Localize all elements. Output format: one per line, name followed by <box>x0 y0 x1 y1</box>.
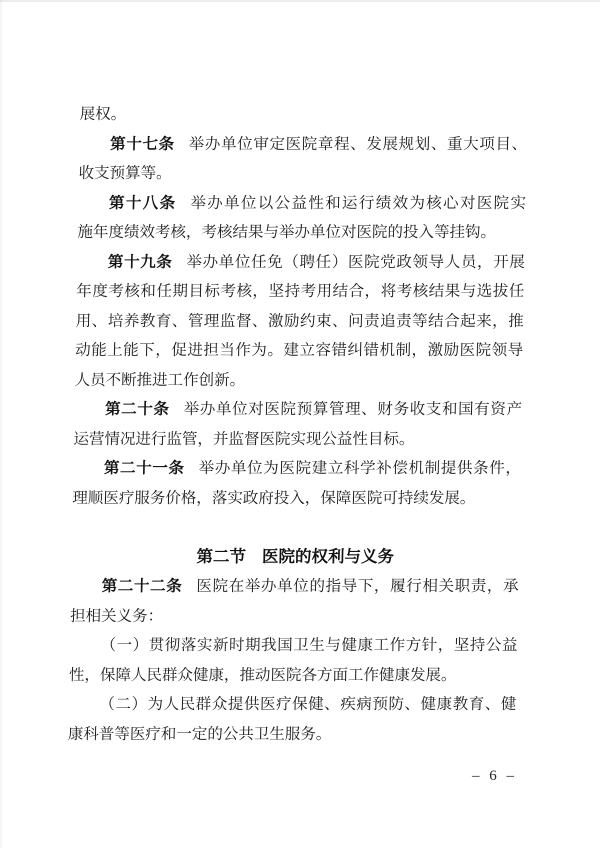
text-line: 施年度绩效考核，考核结果与举办单位对医院的投入等挂钩。 <box>77 224 497 241</box>
text-line: 运营情况进行监管，并监督医院实现公益性目标。 <box>73 430 415 448</box>
line-text: 医院在举办单位的指导下，履行相关职责，承 <box>196 578 519 595</box>
document-text-block <box>68 100 528 749</box>
text-line: （二）为人民群众提供医疗保健、疾病预防、健康教育、健 <box>99 696 517 713</box>
line-text: 举办单位审定医院章程、发展规划、重大项目、 <box>188 135 528 153</box>
text-line: 担相关义务： <box>69 607 164 625</box>
text-line: 收支预算等。 <box>78 165 172 182</box>
line-text: 举办单位对医院预算管理、财务收支和国有资产 <box>183 401 523 418</box>
article-number: 第二十二条 <box>101 578 183 595</box>
blank-line <box>72 513 521 543</box>
line-text: 举办单位任免（聘任）医院党政领导人员，开展 <box>186 253 526 271</box>
article-number: 第二十条 <box>104 401 170 418</box>
line-text: 举办单位以公益性和运行绩效为核心对医院实 <box>190 194 527 212</box>
page-number: – 6 – <box>472 768 517 784</box>
section-heading <box>71 543 520 573</box>
text-line: 展权。 <box>79 106 127 123</box>
article-number: 第十九条 <box>107 253 173 271</box>
text-line: 用、培养教育、管理监督、激励约束、问责追责等结合起来，推 <box>75 312 524 330</box>
text-line <box>70 572 519 602</box>
text-line <box>77 248 526 278</box>
section-number: 第二节 <box>196 547 247 566</box>
text-line: 年度考核和任期目标考核，坚持考用结合，将考核结果与选拔任 <box>76 283 525 300</box>
article-number: 第十八条 <box>108 194 177 212</box>
article-number: 第十七条 <box>109 135 175 153</box>
text-line: 性，保障人民群众健康，推动医院各方面工作健康发展。 <box>68 666 457 684</box>
section-title: 医院的权利与义务 <box>261 547 395 566</box>
text-line: 人员不断推进工作创新。 <box>74 371 246 389</box>
text-line <box>74 395 523 425</box>
text-line: 动能上能下，促进担当作为。建立容错纠错机制，激励医院领导 <box>75 342 524 359</box>
line-text: 举办单位为医院建立科学补偿机制提供条件， <box>198 460 522 477</box>
article-number: 第二十一条 <box>103 460 185 477</box>
text-line <box>73 454 522 484</box>
text-line: 理顺医疗服务价格，落实政府投入，保障医院可持续发展。 <box>72 489 476 507</box>
text-line <box>79 130 528 160</box>
text-line <box>78 189 527 219</box>
text-line: 康科普等医疗和一定的公共卫生服务。 <box>67 725 332 743</box>
text-line: （一）贯彻落实新时期我国卫生与健康工作方针，坚持公益 <box>100 637 518 654</box>
